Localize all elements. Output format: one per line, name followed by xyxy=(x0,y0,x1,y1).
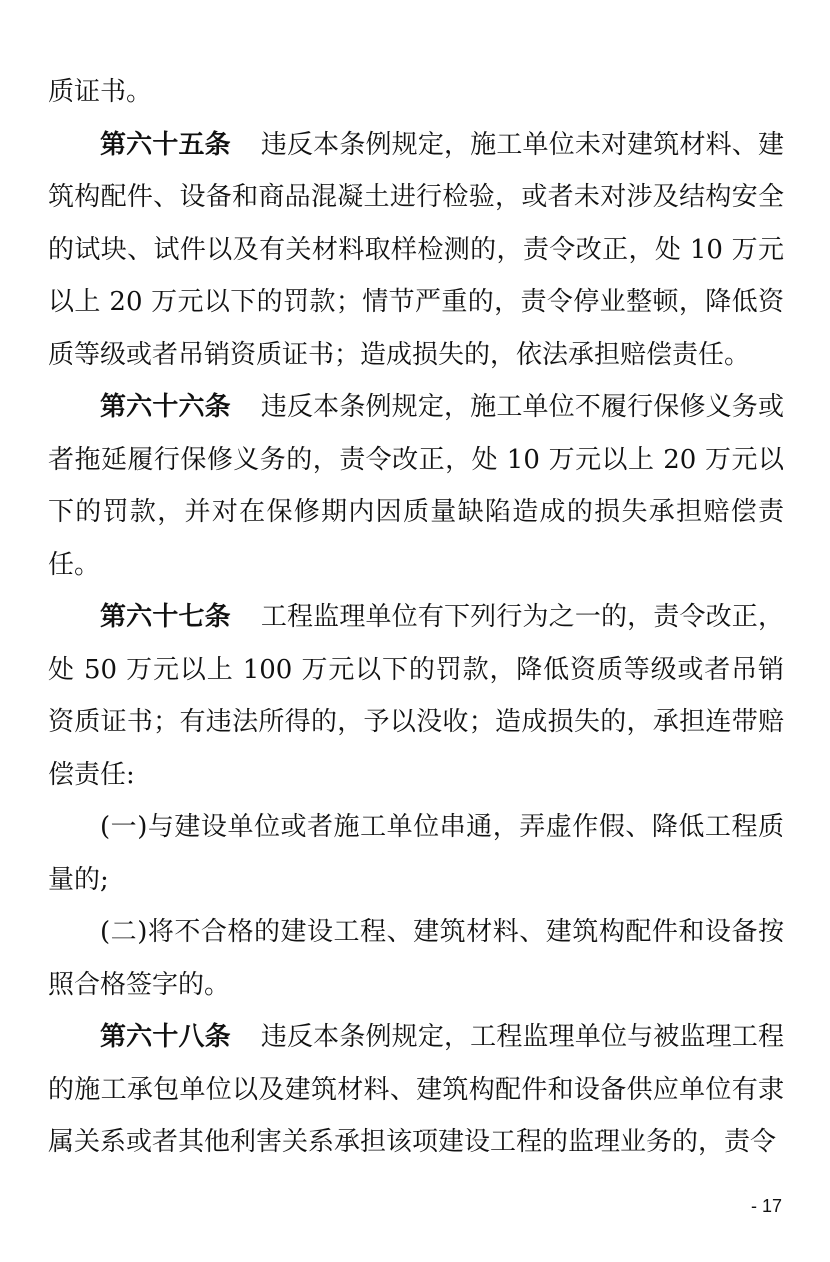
article-text: 违反本条例规定，施工单位不履行保修义务或者拖延履行保修义务的，责令改正，处 10 万元以上 20 万元以下的罚款，并对在保修期内因质量缺陷造成的损失承担赔偿责任。 xyxy=(48,392,784,580)
list-item-text: (二)将不合格的建设工程、建筑材料、建筑构配件和设备按照合格签字的。 xyxy=(48,917,784,1000)
document-body xyxy=(48,66,784,1169)
article-number: 第六十七条 xyxy=(100,602,231,632)
list-item-text: (一)与建设单位或者施工单位串通，弄虚作假、降低工程质量的; xyxy=(48,812,784,895)
article-number: 第六十六条 xyxy=(100,392,231,422)
article-number: 第六十八条 xyxy=(100,1022,231,1052)
article-68 xyxy=(48,1011,784,1169)
article-65 xyxy=(48,119,784,382)
article-67 xyxy=(48,591,784,801)
page-number: - 17 xyxy=(750,1196,782,1216)
article-67-item-1 xyxy=(48,801,784,906)
paragraph-text: 质证书。 xyxy=(48,77,153,107)
article-text: 违反本条例规定，工程监理单位与被监理工程的施工承包单位以及建筑材料、建筑构配件和设备供应单位有隶属关系或者其他利害关系承担该项建设工程的监理业务的，责令 xyxy=(48,1022,784,1157)
article-66 xyxy=(48,381,784,591)
article-67-item-2 xyxy=(48,906,784,1011)
article-text: 工程监理单位有下列行为之一的，责令改正，处 50 万元以上 100 万元以下的罚款，降低资质等级或者吊销资质证书；有违法所得的，予以没收；造成损失的，承担连带赔偿责任: xyxy=(48,602,784,790)
article-text: 违反本条例规定，施工单位未对建筑材料、建筑构配件、设备和商品混凝土进行检验，或者未对涉及结构安全的试块、试件以及有关材料取样检测的，责令改正，处 10 万元以上 20 万元以下的罚款；情节严重的，责令停业整顿，降低资质等级或者吊销资质证书；造成损失的，依法承担赔偿责任。 xyxy=(48,129,784,370)
paragraph-continuation xyxy=(48,66,784,119)
article-number: 第六十五条 xyxy=(100,129,231,160)
